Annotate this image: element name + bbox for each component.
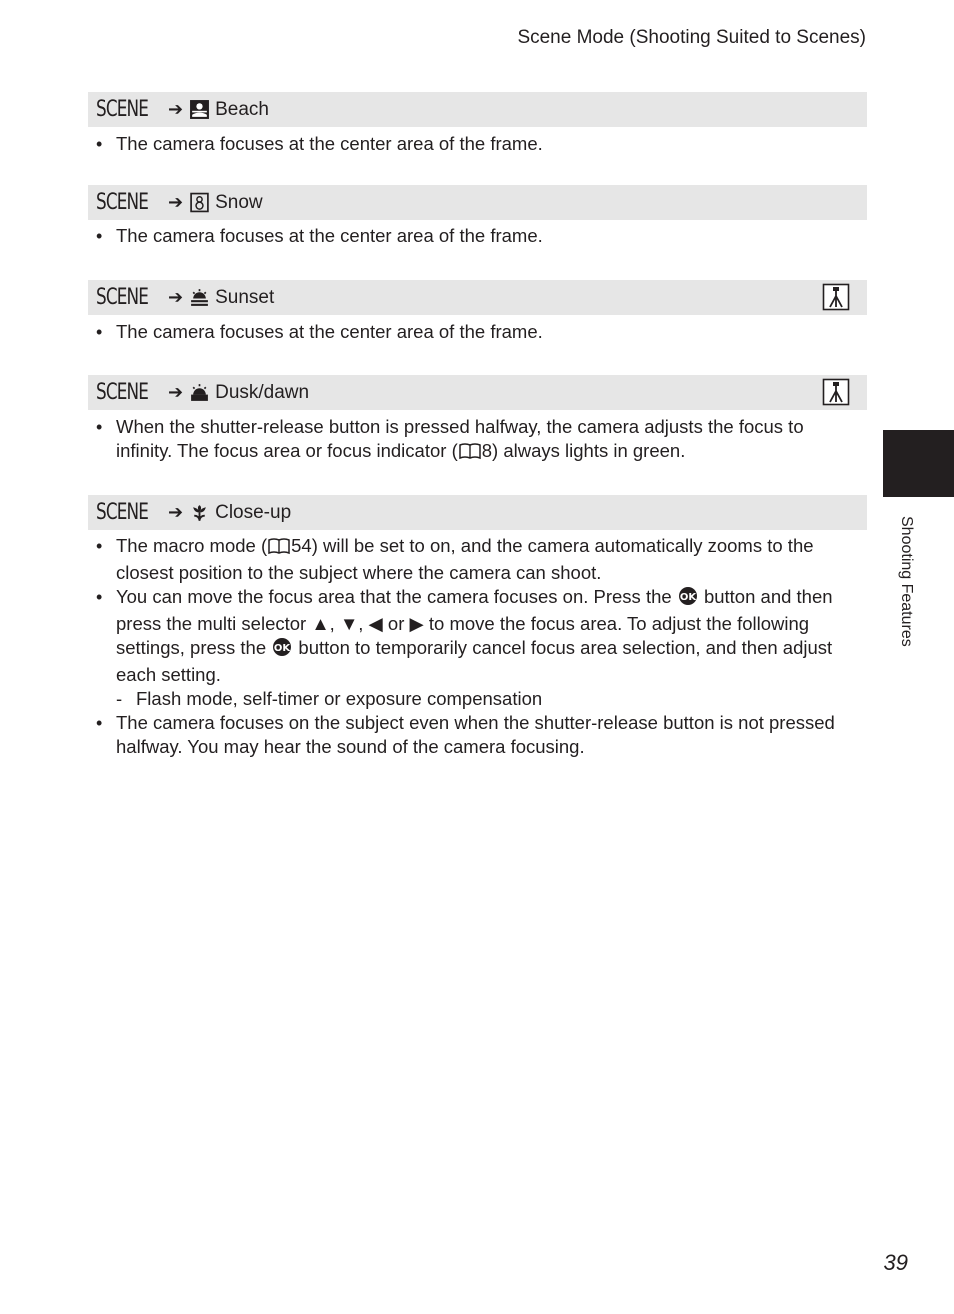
tripod-icon — [822, 378, 850, 406]
svg-text:OK: OK — [274, 643, 291, 654]
section-header-beach — [88, 92, 867, 127]
list-item: • The camera focuses at the center area of the frame. — [96, 225, 543, 246]
mode-label: Sunset — [215, 286, 275, 308]
left-arrow-icon: ◀ — [368, 613, 383, 634]
snow-icon — [189, 192, 210, 213]
dusk-dawn-bullets — [96, 415, 856, 466]
close-up-bullets — [96, 534, 856, 759]
list-item: • The macro mode ( 54) will be set to on, and the camera automatically zooms to the closest position to the subject where the camera can shoot. — [96, 535, 814, 583]
down-arrow-icon: ▼ — [339, 613, 359, 634]
arrow-icon: ➔ — [168, 192, 184, 212]
arrow-icon: ➔ — [168, 382, 184, 402]
section-header-snow — [88, 185, 867, 220]
scene-label: SCENE — [96, 97, 149, 122]
sunset-bullets — [96, 320, 856, 344]
section-header-sunset — [88, 280, 867, 315]
svg-text:OK: OK — [679, 592, 696, 603]
list-item: • The camera focuses on the subject even when the shutter-release button is not pressed halfway. You may hear the sound of the camera focusing. — [96, 712, 835, 757]
mode-label: Snow — [215, 191, 263, 213]
section-header-close-up — [88, 495, 867, 530]
sunset-icon — [189, 287, 210, 308]
page-reference[interactable]: 54 — [291, 535, 312, 556]
right-arrow-icon: ▶ — [409, 613, 424, 634]
tripod-icon — [822, 283, 850, 311]
mode-label: Beach — [215, 98, 269, 120]
sub-list-item: - Flash mode, self-timer or exposure compensation — [116, 688, 543, 709]
snow-bullets — [96, 224, 856, 248]
dusk-dawn-icon — [189, 382, 210, 403]
beach-icon — [189, 99, 210, 120]
ok-button-icon — [271, 637, 293, 663]
page-reference-icon — [458, 442, 482, 466]
list-item: • The camera focuses at the center area of the frame. — [96, 133, 543, 154]
mode-label: Close-up — [215, 501, 292, 523]
scene-label: SCENE — [96, 285, 149, 310]
up-arrow-icon: ▲ — [311, 613, 330, 634]
list-item: • You can move the focus area that the camera focuses on. Press the OK button and then press the multi selector ▲, ▼, ◀ or ▶ to move the focus area. To adjust the following settings, press the OK button to temporarily cancel focus area selection, and then adjust each setting. - Flash mode, self-timer or exposure compensation — [96, 585, 856, 711]
page-number: 39 — [883, 1250, 908, 1275]
scene-label: SCENE — [96, 190, 149, 215]
scene-label: SCENE — [96, 500, 149, 525]
page-reference[interactable]: 8 — [481, 440, 493, 461]
section-header-dusk-dawn — [88, 375, 867, 410]
mode-label: Dusk/dawn — [215, 381, 310, 403]
close-up-icon — [189, 502, 210, 523]
scene-label: SCENE — [96, 380, 149, 405]
list-item: • The camera focuses at the center area of the frame. — [96, 321, 543, 342]
list-item: • When the shutter-release button is pressed halfway, the camera adjusts the focus to infinity. The focus area or focus indicator ( 8) always lights in green. — [96, 415, 856, 466]
chapter-label: Shooting Features — [898, 516, 915, 647]
ok-button-icon — [677, 586, 699, 612]
arrow-icon: ➔ — [168, 99, 184, 119]
page-reference-icon — [267, 537, 291, 561]
running-header: Scene Mode (Shooting Suited to Scenes) — [517, 27, 866, 48]
arrow-icon: ➔ — [168, 287, 184, 307]
chapter-tab — [883, 430, 954, 497]
arrow-icon: ➔ — [168, 502, 184, 522]
beach-bullets — [96, 132, 856, 156]
